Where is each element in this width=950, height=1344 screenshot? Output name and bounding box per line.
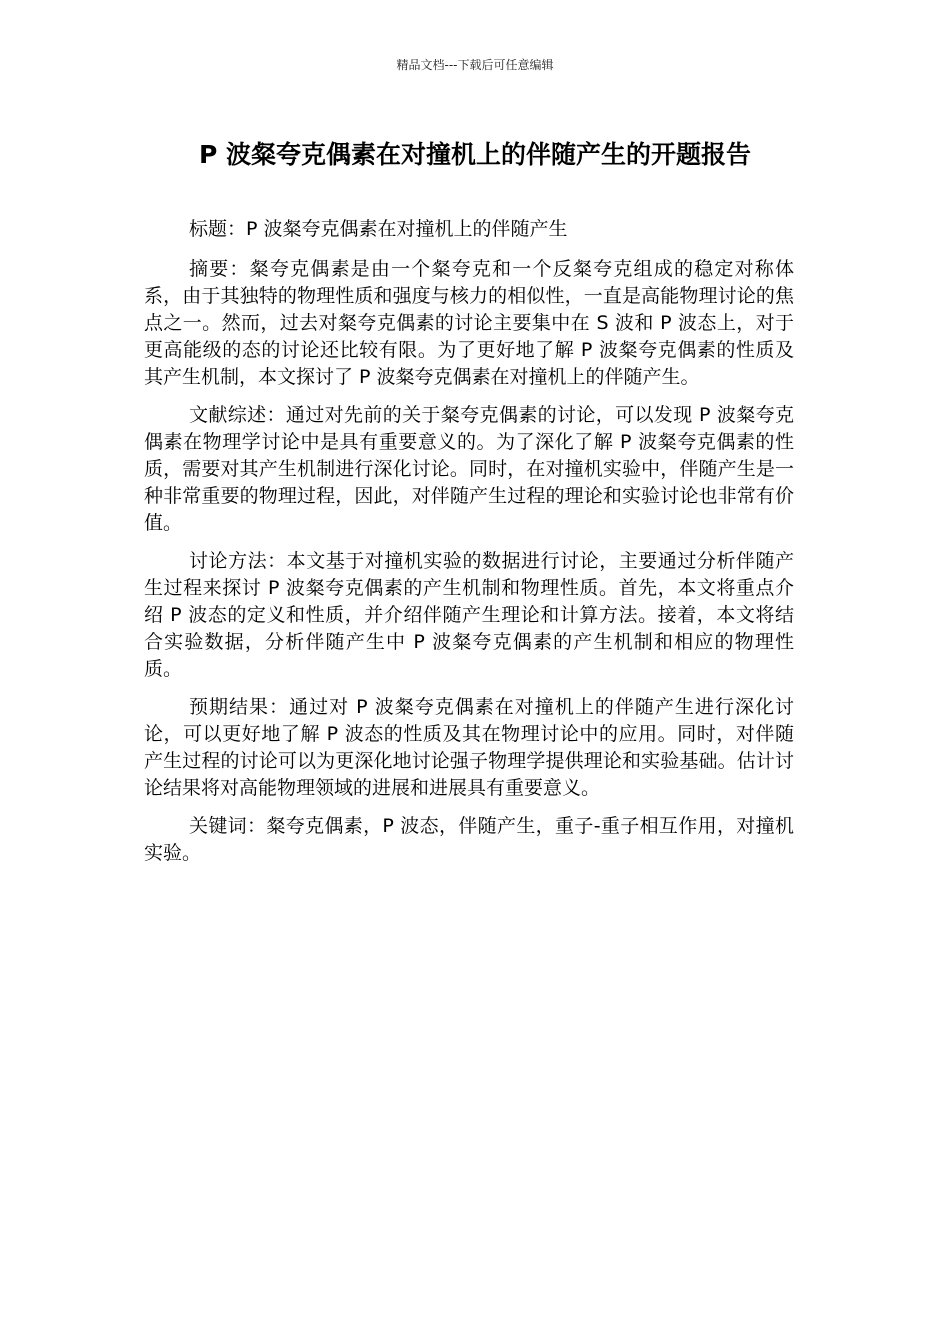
document-title: P 波粲夸克偶素在对撞机上的伴随产生的开题报告: [198, 140, 752, 169]
paragraph-expected-results: 预期结果：通过对 P 波粲夸克偶素在对撞机上的伴随产生进行深化讨论，可以更好地了解 P 波态的性质及其在物理讨论中的应用。同时，对伴随产生过程的讨论可以为更深化地讨论强子物理学提供理论和实验基础。估计讨论结果将对高能物理领域的进展和进展具有重要意义。: [144, 696, 794, 799]
paragraph-keywords: 关键词：粲夸克偶素，P 波态，伴随产生，重子-重子相互作用，对撞机实验。: [144, 815, 794, 864]
paragraph-methods: 讨论方法：本文基于对撞机实验的数据进行讨论，主要通过分析伴随产生过程来探讨 P 波粲夸克偶素的产生机制和物理性质。首先，本文将重点介绍 P 波态的定义和性质，并介绍伴随产生理论和计算方法。接着，本文将结合实验数据，分析伴随产生中 P 波粲夸克偶素的产生机制和相应的物理性质。: [144, 550, 794, 680]
paragraph-title-line: 标题：P 波粲夸克偶素在对撞机上的伴随产生: [189, 218, 568, 240]
document-body: [144, 216, 794, 878]
header-note: 精品文档---下载后可任意编辑: [396, 58, 554, 72]
paragraph-abstract: 摘要：粲夸克偶素是由一个粲夸克和一个反粲夸克组成的稳定对称体系，由于其独特的物理性质和强度与核力的相似性，一直是高能物理讨论的焦点之一。然而，过去对粲夸克偶素的讨论主要集中在 S 波和 P 波态上，对于更高能级的态的讨论还比较有限。为了更好地了解 P 波粲夸克偶素的性质及其产生机制，本文探讨了 P 波粲夸克偶素在对撞机上的伴随产生。: [144, 258, 794, 388]
paragraph-literature-review: 文献综述：通过对先前的关于粲夸克偶素的讨论，可以发现 P 波粲夸克偶素在物理学讨论中是具有重要意义的。为了深化了解 P 波粲夸克偶素的性质，需要对其产生机制进行深化讨论。同时，在对撞机实验中，伴随产生是一种非常重要的物理过程，因此，对伴随产生过程的理论和实验讨论也非常有价值。: [144, 404, 794, 534]
